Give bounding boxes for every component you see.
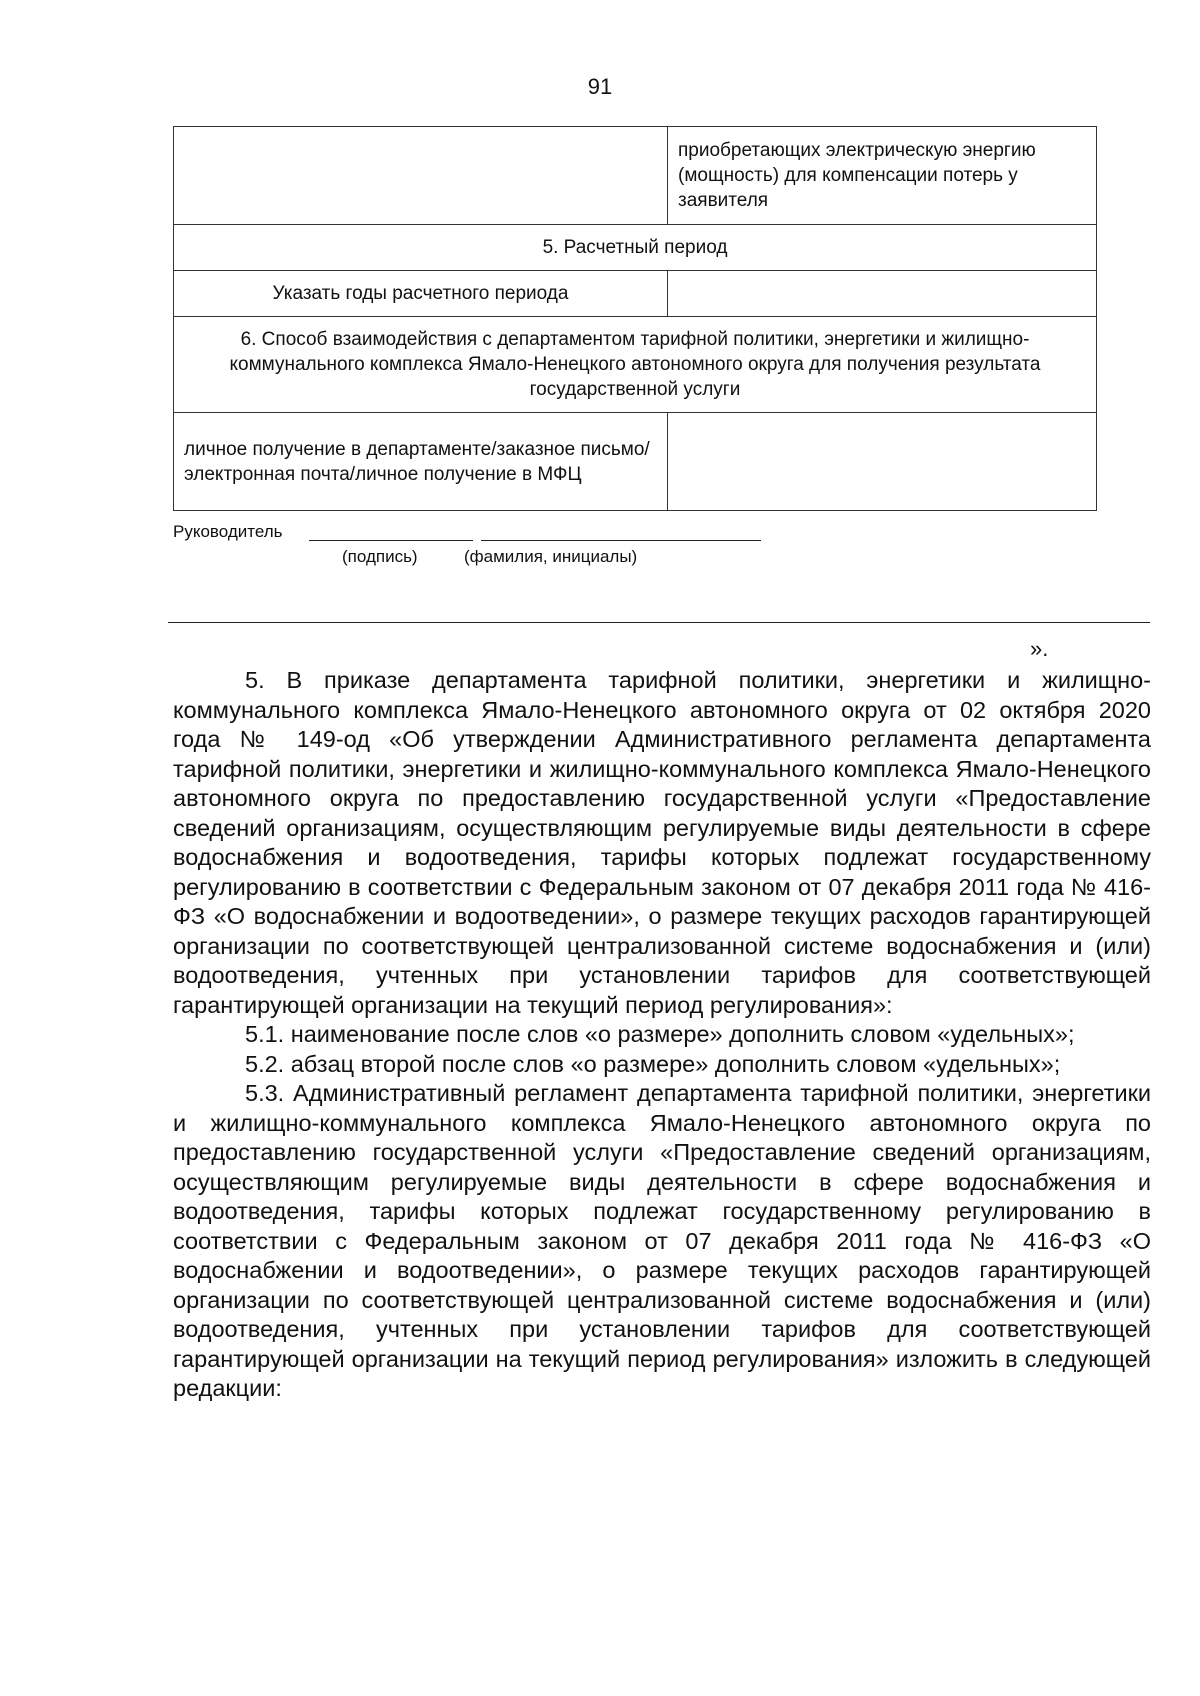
section-6-heading: 6. Способ взаимодействия с департаментом тарифной политики, энергетики и жилищно-коммунального комплекса Ямало-Ненецкого автономного округа для получения результата государственной услуги (174, 317, 1097, 413)
row1-right-cell: приобретающих электрическую энергию (мощность) для компенсации потерь у заявителя (668, 127, 1097, 225)
table-row (174, 271, 1097, 317)
name-caption: (фамилия, инициалы) (464, 547, 638, 566)
horizontal-divider (168, 622, 1150, 623)
paragraph-5-2: 5.2. абзац второй после слов «о размере» дополнить словом «удельных»; (245, 1050, 1061, 1077)
signature-caption: (подпись) (342, 547, 418, 566)
paragraph-5: 5. В приказе департамента тарифной политики, энергетики и жилищно-коммунального комплекса Ямало-Ненецкого автономного округа от 02 октября 2020 года № 149-од «Об утверждении Административного регламента департамента тарифной политики, энергетики и жилищно-коммунального комплекса Ямало-Ненецкого автономного округа по предоставлению государственной услуги «Предоставление сведений организациям, осуществляющим регулируемые виды деятельности в сфере водоснабжения и водоотведения, тарифы которых подлежат государственному регулированию в соответствии с Федеральным законом от 07 декабря 2011 года № 416-ФЗ «О водоснабжении и водоотведении», о размере текущих расходов гарантирующей организации по соответствующей централизованной системе водоснабжения и (или) водоотведения, учтенных при установлении тарифов для соответствующей гарантирующей организации на текущий период регулирования»: (173, 667, 1151, 1018)
method-value-cell[interactable] (668, 413, 1097, 511)
table-row (174, 225, 1097, 271)
closing-quote: ». (1030, 636, 1049, 661)
name-line[interactable] (481, 540, 761, 541)
page-number: 91 (587, 74, 613, 99)
table-row (174, 317, 1097, 413)
years-value-cell[interactable] (668, 271, 1097, 317)
body-text (173, 666, 1151, 1404)
signature-label: Руководитель (173, 522, 283, 541)
section-5-heading: 5. Расчетный период (174, 225, 1097, 271)
table-row (174, 413, 1097, 511)
table-row (174, 127, 1097, 225)
application-form-table (173, 126, 1097, 511)
empty-cell (174, 127, 668, 225)
method-label: личное получение в департаменте/заказное письмо/электронная почта/личное получение в МФЦ (174, 413, 668, 511)
years-label: Указать годы расчетного периода (174, 271, 668, 317)
paragraph-5-1: 5.1. наименование после слов «о размере» дополнить словом «удельных»; (245, 1021, 1075, 1047)
signature-line[interactable] (309, 540, 473, 541)
paragraph-5-3: 5.3. Административный регламент департамента тарифной политики, энергетики и жилищно-коммунального комплекса Ямало-Ненецкого автономного округа по предоставлению государственной услуги «Предоставление сведений организациям, осуществляющим регулируемые виды деятельности в сфере водоснабжения и водоотведения, тарифы которых подлежат государственному регулированию в соответствии с Федеральным законом от 07 декабря 2011 года № 416-ФЗ «О водоснабжении и водоотведении», о размере текущих расходов гарантирующей организации по соответствующей централизованной системе водоснабжения и (или) водоотведения, учтенных при установлении тарифов для соответствующей гарантирующей организации на текущий период регулирования» изложить в следующей редакции: (173, 1080, 1151, 1401)
